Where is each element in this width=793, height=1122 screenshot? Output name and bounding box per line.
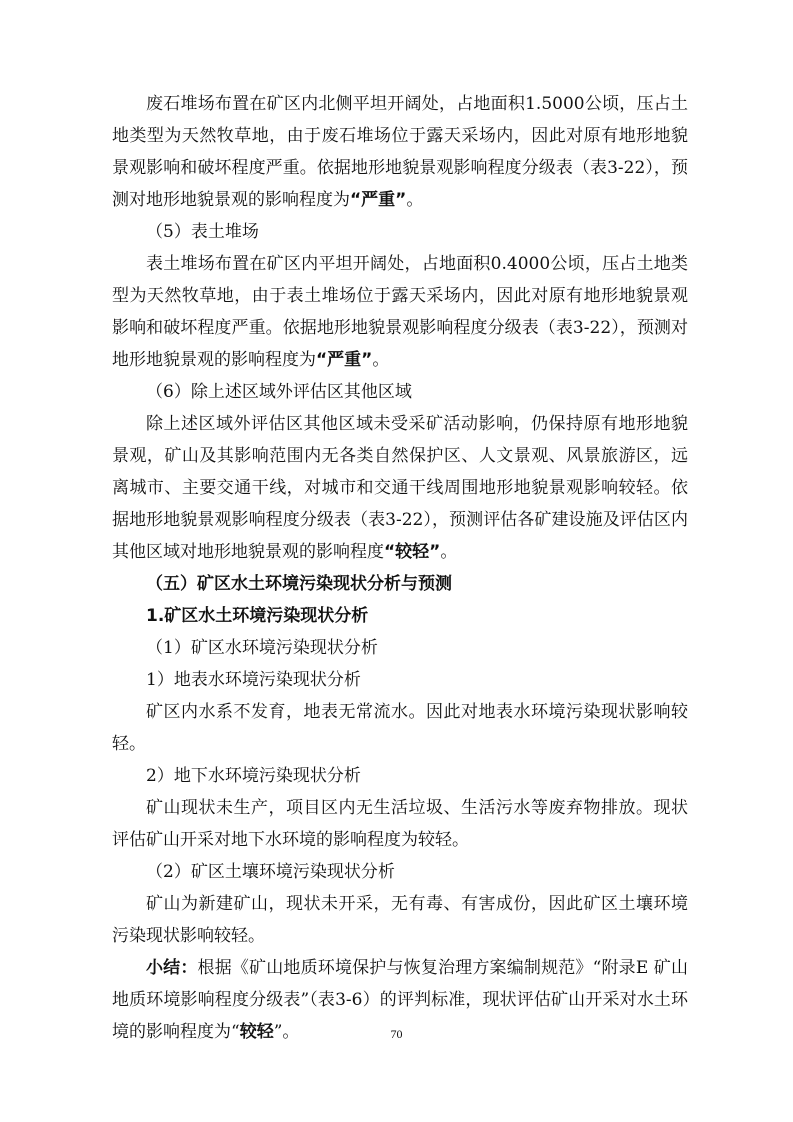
surface-water-paragraph: 矿区内水系不发育，地表无常流水。因此对地表水环境污染现状影响较轻。 xyxy=(112,702,688,754)
water-env-heading: （1）矿区水环境污染现状分析 xyxy=(146,638,378,658)
topsoil-paragraph: 表土堆场布置在矿区内平坦开阔处，占地面积0.4000公顷，压占土地类型为天然牧草地，由于表土堆场位于露天采场内，因此对原有地形地貌景观影响和破坏程度严重。依据地形地貌景观影响程度分级表（表3-22），预测对地形地貌景观的影响程度为“严重”。 xyxy=(112,254,688,370)
topsoil-heading: （5）表土堆场 xyxy=(146,222,259,242)
waste-rock-paragraph: 废石堆场布置在矿区内北侧平坦开阔处，占地面积1.5000公顷，压占土地类型为天然牧草地，由于废石堆场位于露天采场内，因此对原有地形地貌景观影响和破坏程度严重。依据地形地貌景观影响程度分级表（表3-22），预测对地形地貌景观的影响程度为“严重”。 xyxy=(112,94,688,210)
document-page xyxy=(112,88,688,1048)
waste-rock-result: “严重” xyxy=(350,190,407,210)
groundwater-heading: 2）地下水环境污染现状分析 xyxy=(146,766,361,786)
soil-env-paragraph: 矿山为新建矿山，现状未开采，无有毒、有害成份，因此矿区土壤环境污染现状影响较轻。 xyxy=(112,894,688,946)
surface-water-heading: 1）地表水环境污染现状分析 xyxy=(146,670,361,690)
topsoil-result: “严重” xyxy=(316,350,373,370)
section-subheading: 1.矿区水土环境污染现状分析 xyxy=(146,606,369,626)
summary-label: 小结： xyxy=(146,958,198,978)
other-area-paragraph: 除上述区域外评估区其他区域未受采矿活动影响，仍保持原有地形地貌景观，矿山及其影响范围内无各类自然保护区、人文景观、风景旅游区，远离城市、主要交通干线，对城市和交通干线周围地形地貌景观影响较轻。依据地形地貌景观影响程度分级表（表3-22），预测评估各矿建设施及评估区内其他区域对地形地貌景观的影响程度“较轻”。 xyxy=(112,414,688,562)
other-area-heading: （6）除上述区域外评估区其他区域 xyxy=(146,382,412,402)
section-heading: （五）矿区水土环境污染现状分析与预测 xyxy=(146,574,452,594)
groundwater-paragraph: 矿山现状未生产，项目区内无生活垃圾、生活污水等废弃物排放。现状评估矿山开采对地下水环境的影响程度为较轻。 xyxy=(112,798,688,850)
summary-result: 较轻 xyxy=(239,1022,274,1042)
page-number: 70 xyxy=(390,1027,403,1041)
summary-paragraph: 小结：根据《矿山地质环境保护与恢复治理方案编制规范》“附录E 矿山地质环境影响程度分级表”（表3-6）的评判标准，现状评估矿山开采对水土环境的影响程度为“较轻”。 xyxy=(112,958,688,1042)
soil-env-heading: （2）矿区土壤环境污染现状分析 xyxy=(146,862,395,882)
other-area-result: “较轻” xyxy=(384,542,441,562)
